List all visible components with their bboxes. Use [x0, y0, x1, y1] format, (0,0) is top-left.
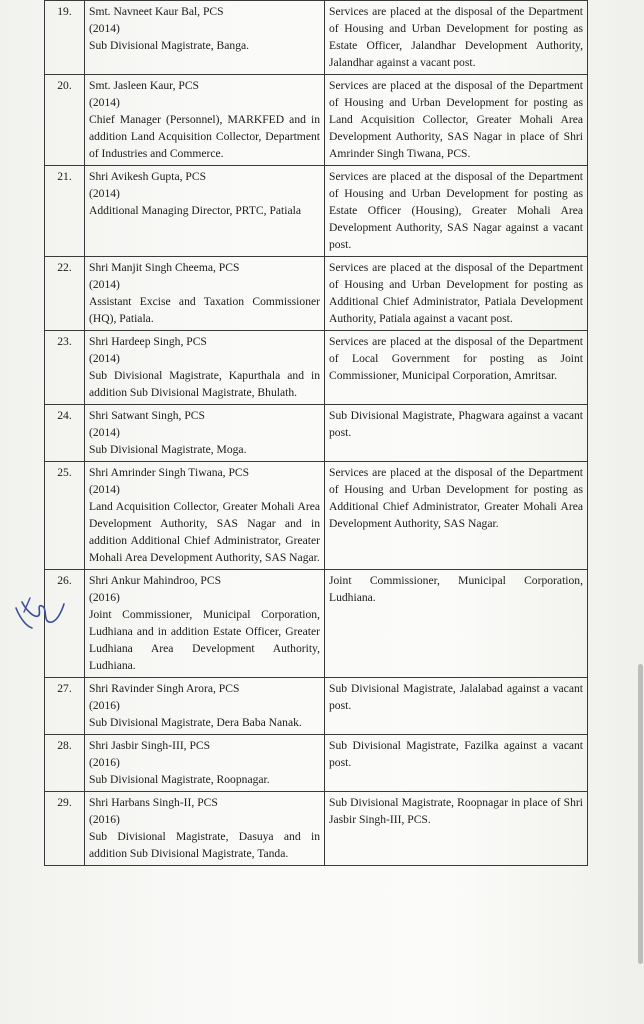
officer-batch: (2014): [89, 278, 120, 291]
current-posting: Joint Commissioner, Municipal Corporation, Ludhiana and in addition Estate Officer, Greater Ludhiana Area Development Authority, Ludhiana.: [89, 608, 320, 672]
officer-name: Shri Avikesh Gupta, PCS: [89, 170, 207, 183]
new-posting: Sub Divisional Magistrate, Phagwara against a vacant post.: [325, 405, 588, 462]
table-row: [45, 75, 588, 166]
officer-name: Shri Jasbir Singh-III, PCS: [89, 739, 211, 752]
officer-name: Shri Satwant Singh, PCS: [89, 409, 205, 422]
officer-cell: [85, 678, 325, 735]
serial-number: 29.: [45, 792, 85, 866]
table-row: [45, 257, 588, 331]
serial-number: 25.: [45, 462, 85, 570]
officer-cell: [85, 257, 325, 331]
current-posting: Sub Divisional Magistrate, Dasuya and in addition Sub Divisional Magistrate, Tanda.: [89, 830, 320, 860]
table-row: [45, 331, 588, 405]
officer-cell: [85, 166, 325, 257]
serial-number: 27.: [45, 678, 85, 735]
serial-number: 24.: [45, 405, 85, 462]
serial-number: 26.: [45, 570, 85, 678]
officer-batch: (2014): [89, 352, 120, 365]
handwritten-initials-signature: [12, 588, 68, 634]
current-posting: Additional Managing Director, PRTC, Patiala: [89, 204, 301, 217]
table-row: [45, 792, 588, 866]
officer-cell: [85, 792, 325, 866]
serial-number: 22.: [45, 257, 85, 331]
current-posting: Sub Divisional Magistrate, Kapurthala and in addition Sub Divisional Magistrate, Bhulath.: [89, 369, 320, 399]
officer-batch: (2016): [89, 756, 120, 769]
officer-name: Shri Ankur Mahindroo, PCS: [89, 574, 222, 587]
officer-name: Shri Ravinder Singh Arora, PCS: [89, 682, 240, 695]
officer-batch: (2014): [89, 96, 120, 109]
table-row: [45, 405, 588, 462]
serial-number: 20.: [45, 75, 85, 166]
posting-orders-table: [44, 0, 588, 866]
officer-batch: (2014): [89, 483, 120, 496]
current-posting: Sub Divisional Magistrate, Roopnagar.: [89, 773, 270, 786]
serial-number: 19.: [45, 1, 85, 75]
new-posting: Sub Divisional Magistrate, Fazilka against a vacant post.: [325, 735, 588, 792]
serial-number: 23.: [45, 331, 85, 405]
new-posting: Services are placed at the disposal of the Department of Housing and Urban Development for posting as Additional Chief Administrator, Greater Mohali Area Development Authority, SAS Nagar.: [325, 462, 588, 570]
current-posting: Sub Divisional Magistrate, Moga.: [89, 443, 247, 456]
officer-batch: (2016): [89, 591, 120, 604]
table-body: [45, 1, 588, 866]
officer-cell: [85, 1, 325, 75]
new-posting: Services are placed at the disposal of the Department of Local Government for posting as Joint Commissioner, Municipal Corporation, Amritsar.: [325, 331, 588, 405]
officer-cell: [85, 570, 325, 678]
officer-batch: (2014): [89, 22, 120, 35]
current-posting: Assistant Excise and Taxation Commissioner (HQ), Patiala.: [89, 295, 320, 325]
table-row: [45, 462, 588, 570]
officer-cell: [85, 405, 325, 462]
new-posting: Services are placed at the disposal of the Department of Housing and Urban Development for posting as Estate Officer, Jalandhar Development Authority, Jalandhar against a vacant post.: [325, 1, 588, 75]
current-posting: Sub Divisional Magistrate, Dera Baba Nanak.: [89, 716, 302, 729]
new-posting: Services are placed at the disposal of the Department of Housing and Urban Development for posting as Estate Officer (Housing), Greater Mohali Area Development Authority, SAS Nagar against a vacant post.: [325, 166, 588, 257]
officer-name: Smt. Jasleen Kaur, PCS: [89, 79, 199, 92]
officer-cell: [85, 75, 325, 166]
table-row: [45, 570, 588, 678]
scrollbar-thumb[interactable]: [638, 664, 643, 964]
table-row: [45, 1, 588, 75]
officer-cell: [85, 735, 325, 792]
new-posting: Joint Commissioner, Municipal Corporation, Ludhiana.: [325, 570, 588, 678]
officer-name: Shri Amrinder Singh Tiwana, PCS: [89, 466, 250, 479]
serial-number: 21.: [45, 166, 85, 257]
officer-batch: (2014): [89, 426, 120, 439]
current-posting: Sub Divisional Magistrate, Banga.: [89, 39, 250, 52]
current-posting: Land Acquisition Collector, Greater Mohali Area Development Authority, SAS Nagar and in addition Additional Chief Administrator, Greater Mohali Area Development Authority, SAS Nagar.: [89, 500, 320, 564]
current-posting: Chief Manager (Personnel), MARKFED and in addition Land Acquisition Collector, Department of Industries and Commerce.: [89, 113, 320, 160]
officer-batch: (2016): [89, 699, 120, 712]
officer-name: Shri Hardeep Singh, PCS: [89, 335, 207, 348]
officer-batch: (2016): [89, 813, 120, 826]
officer-batch: (2014): [89, 187, 120, 200]
new-posting: Services are placed at the disposal of the Department of Housing and Urban Development for posting as Land Acquisition Collector, Greater Mohali Area Development Authority, SAS Nagar in place of Shri Amrinder Singh Tiwana, PCS.: [325, 75, 588, 166]
new-posting: Sub Divisional Magistrate, Jalalabad against a vacant post.: [325, 678, 588, 735]
table-row: [45, 166, 588, 257]
officer-name: Shri Harbans Singh-II, PCS: [89, 796, 218, 809]
serial-number: 28.: [45, 735, 85, 792]
new-posting: Sub Divisional Magistrate, Roopnagar in place of Shri Jasbir Singh-III, PCS.: [325, 792, 588, 866]
officer-name: Smt. Navneet Kaur Bal, PCS: [89, 5, 224, 18]
table-row: [45, 735, 588, 792]
officer-name: Shri Manjit Singh Cheema, PCS: [89, 261, 240, 274]
officer-cell: [85, 462, 325, 570]
officer-cell: [85, 331, 325, 405]
new-posting: Services are placed at the disposal of the Department of Housing and Urban Development for posting as Additional Chief Administrator, Patiala Development Authority, Patiala against a vacant post.: [325, 257, 588, 331]
table-row: [45, 678, 588, 735]
